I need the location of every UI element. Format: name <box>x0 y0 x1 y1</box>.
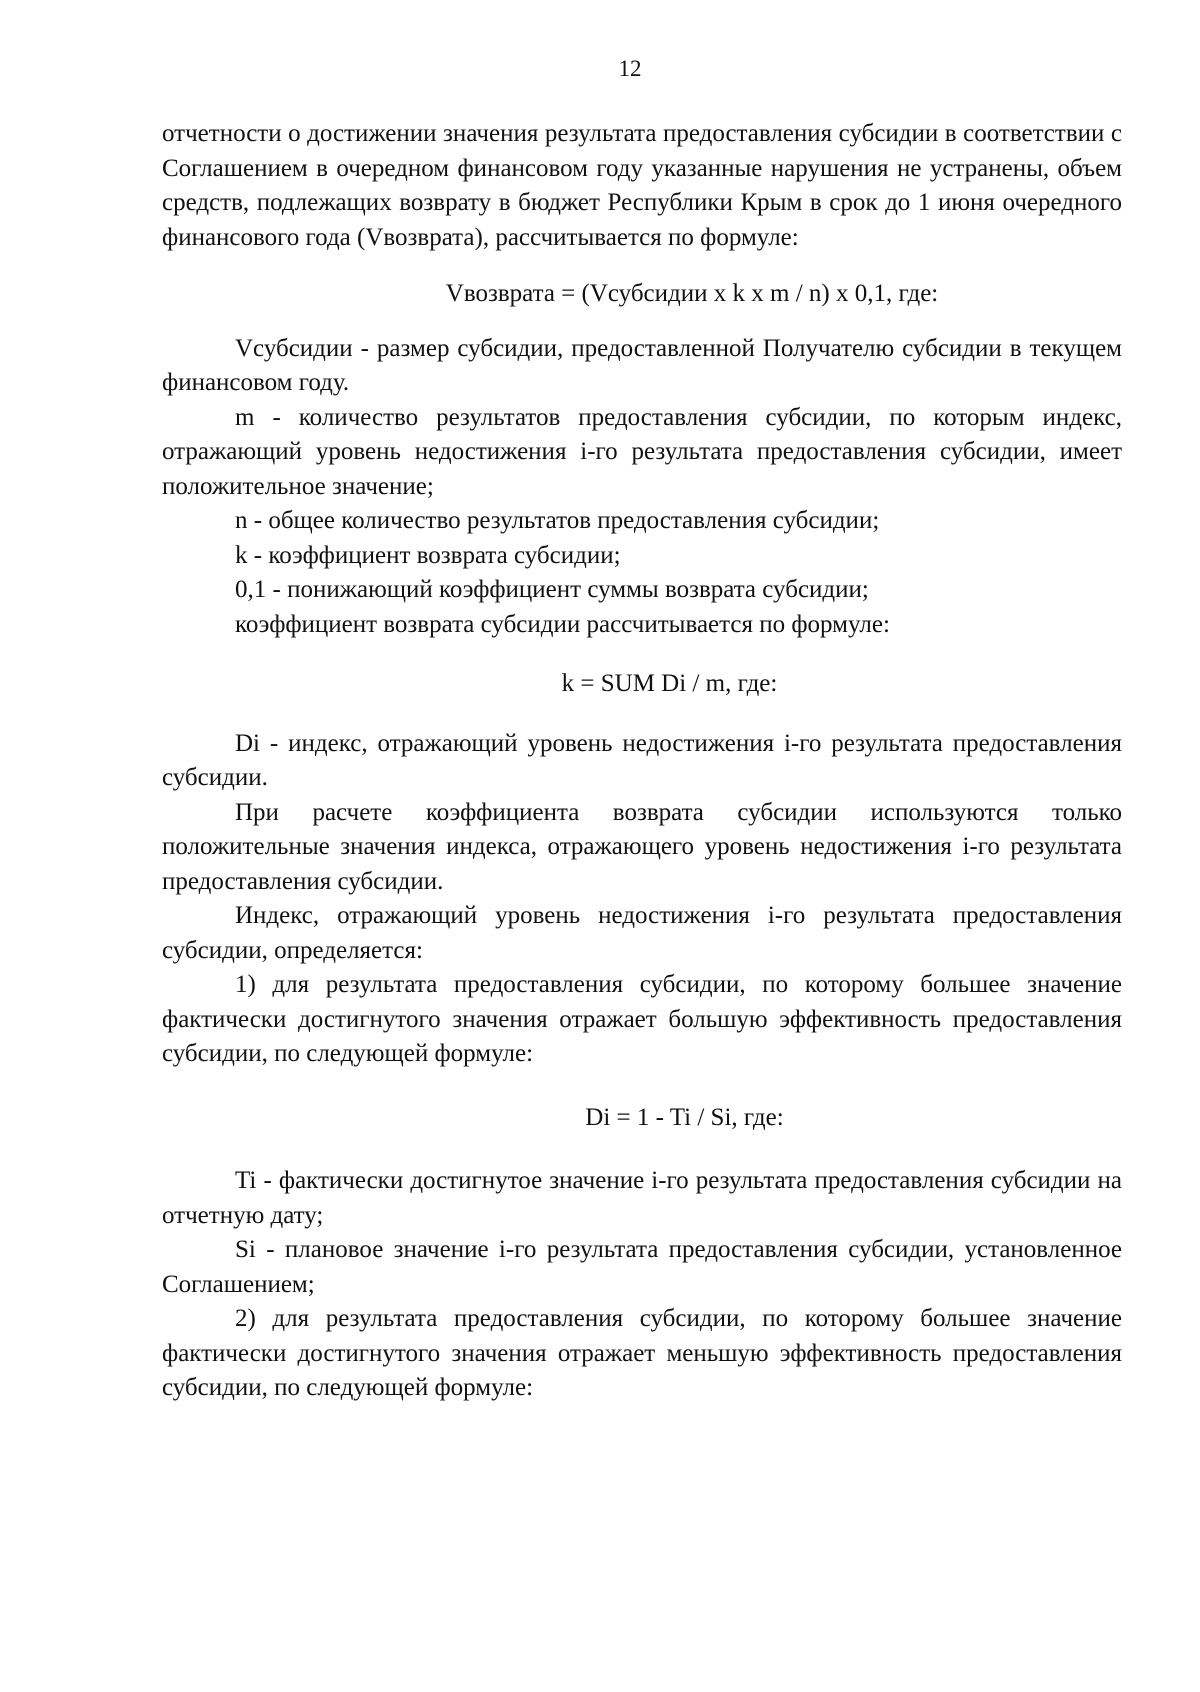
document-body <box>162 117 1122 1406</box>
paragraph-index-determined: Индекс, отражающий уровень недостижения i-го результата предоставления субсидии, определяется: <box>162 902 1122 964</box>
paragraph-ti-definition: Ti - фактически достигнутое значение i-го результата предоставления субсидии на отчетную дату; <box>162 1167 1122 1229</box>
paragraph-n-definition: n - общее количество результатов предоставления субсидии; <box>235 507 880 534</box>
formula-coefficient: k = SUM Di / m, где: <box>561 670 778 697</box>
paragraph-coefficient-intro: коэффициент возврата субсидии рассчитывается по формуле: <box>235 610 890 638</box>
paragraph-continuation: отчетности о достижении значения результата предоставления субсидии в соответствии с Соглашением в очередном финансовом году указанные нарушения не устранены, объем средств, подлежащих возврату в бюджет Республики Крым в срок до 1 июня очередного финансового года (Vвозврата), рассчитывается по формуле: <box>162 120 1122 251</box>
paragraph-case-one: 1) для результата предоставления субсидии, по которому большее значение фактически достигнутого значения отражает большую эффективность предоставления субсидии, по следующей формуле: <box>162 971 1122 1067</box>
paragraph-reduction-coefficient: 0,1 - понижающий коэффициент суммы возврата субсидии; <box>235 576 869 603</box>
formula-index: Di = 1 - Ti / Si, где: <box>585 1103 784 1131</box>
page-number: 12 <box>618 56 642 81</box>
paragraph-case-two: 2) для результата предоставления субсидии, по которому большее значение фактически достигнутого значения отражает меньшую эффективность предоставления субсидии, по следующей формуле: <box>162 1305 1122 1401</box>
paragraph-k-definition: k - коэффициент возврата субсидии; <box>235 541 621 569</box>
paragraph-m-definition: m - количество результатов предоставления субсидии, по которым индекс, отражающий уровень недостижения i-го результата предоставления субсидии, имеет положительное значение; <box>162 403 1122 500</box>
paragraph-positive-values: При расчете коэффициента возврата субсидии используются только положительные значения индекса, отражающего уровень недостижения i-го результата предоставления субсидии. <box>162 798 1122 895</box>
formula-return-volume: Vвозврата = (Vсубсидии x k x m / n) x 0,1, где: <box>445 280 939 307</box>
paragraph-v-subsidy-definition: Vсубсидии - размер субсидии, предоставленной Получателю субсидии в текущем финансовом году. <box>162 334 1122 396</box>
paragraph-si-definition: Si - плановое значение i-го результата предоставления субсидии, установленное Соглашением; <box>162 1236 1122 1298</box>
paragraph-di-definition: Di - индекс, отражающий уровень недостижения i-го результата предоставления субсидии. <box>162 729 1122 791</box>
